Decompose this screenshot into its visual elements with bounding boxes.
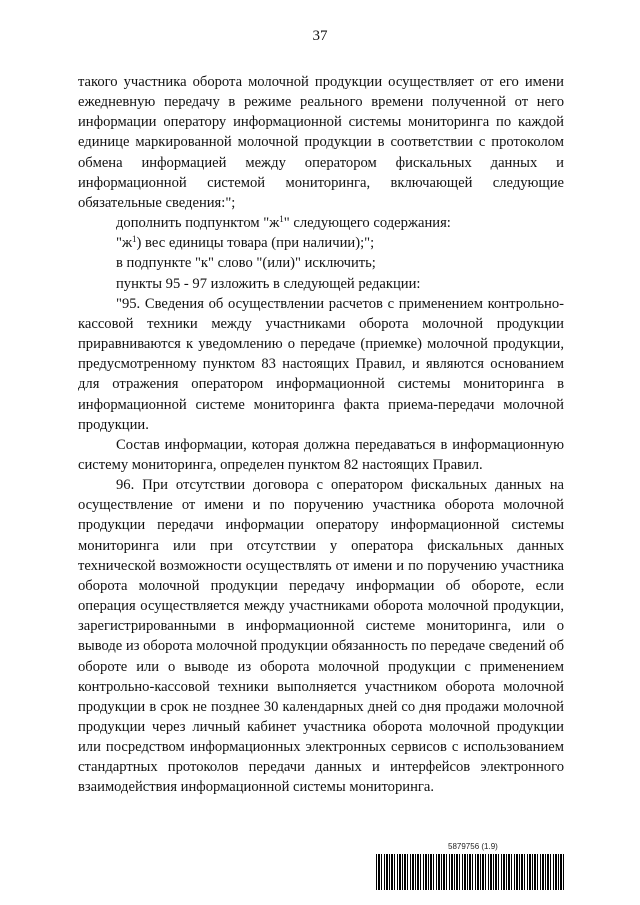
stamp-code: 5879756 (1.9) <box>448 842 498 851</box>
amendment-add-subpoint <box>78 213 564 233</box>
page-number: 37 <box>312 28 328 44</box>
amendment-text: ) вес единицы товара (при наличии);"; <box>136 235 375 252</box>
document-body <box>78 72 564 798</box>
paragraph-95: "95. Сведения об осуществлении расчетов с применением контрольно-кассовой техники между участниками оборота молочной продукции приравниваются к уведомлению о передаче (приемке) молочной продукции, предусмотренному пунктом 83 настоящих Правил, и являются основанием для отражения оператором информационной системы мониторинга в информационной системе мониторинга факта приема-передачи молочной продукции. <box>78 295 564 433</box>
paragraph-96: 96. При отсутствии договора с оператором фискальных данных на осуществление от имени и по поручению участника оборота молочной продукции передачи информации оператору информационной системы мониторинга или при отсутствии у оператора фискальных данных технической возможности осуществлять от имени и по поручению участника оборота молочной продукции передачу информации об обороте, если операция осуществляется между участниками оборота молочной продукции, зарегистрированными в информационной системе мониторинга, или о выводе из оборота молочной продукции обязанность по передаче сведений об обороте или о выводе из оборота молочной продукции с применением контрольно-кассовой техники выполняется участником оборота молочной продукции в срок не позднее 30 календарных дней со дня продажи молочной продукции через личный кабинет участника оборота молочной продукции или посредством информационных электронных сервисов с использованием стандартных протоколов передачи данных и интерфейсов электронного взаимодействия информационной системы мониторинга. <box>78 477 564 796</box>
amendment-exclude: в подпункте "к" слово "(или)" исключить; <box>116 255 376 272</box>
amendment-text: "ж <box>116 235 133 252</box>
barcode-image <box>376 854 566 890</box>
amendment-text: дополнить подпунктом "ж <box>116 215 280 232</box>
intro-paragraph: такого участника оборота молочной продукции осуществляет от его имени ежедневную передачу в режиме реального времени полученной от него информации оператору информационной системы мониторинга по каждой единице маркированной молочной продукции в соответствии с протоколом обмена информацией между оператором фискальных данных и информационной системой мониторинга, включающей следующие обязательные сведения:"; <box>78 74 564 211</box>
superscript: 1 <box>279 214 284 225</box>
superscript: 1 <box>132 234 137 245</box>
document-stamp <box>376 842 566 890</box>
amendment-restate: пункты 95 - 97 изложить в следующей редакции: <box>116 275 421 292</box>
amendment-subpoint-text <box>78 233 564 253</box>
paragraph-95-composition: Состав информации, которая должна передаваться в информационную систему мониторинга, определен пунктом 82 настоящих Правил. <box>78 436 564 473</box>
amendment-text: " следующего содержания: <box>283 215 451 232</box>
